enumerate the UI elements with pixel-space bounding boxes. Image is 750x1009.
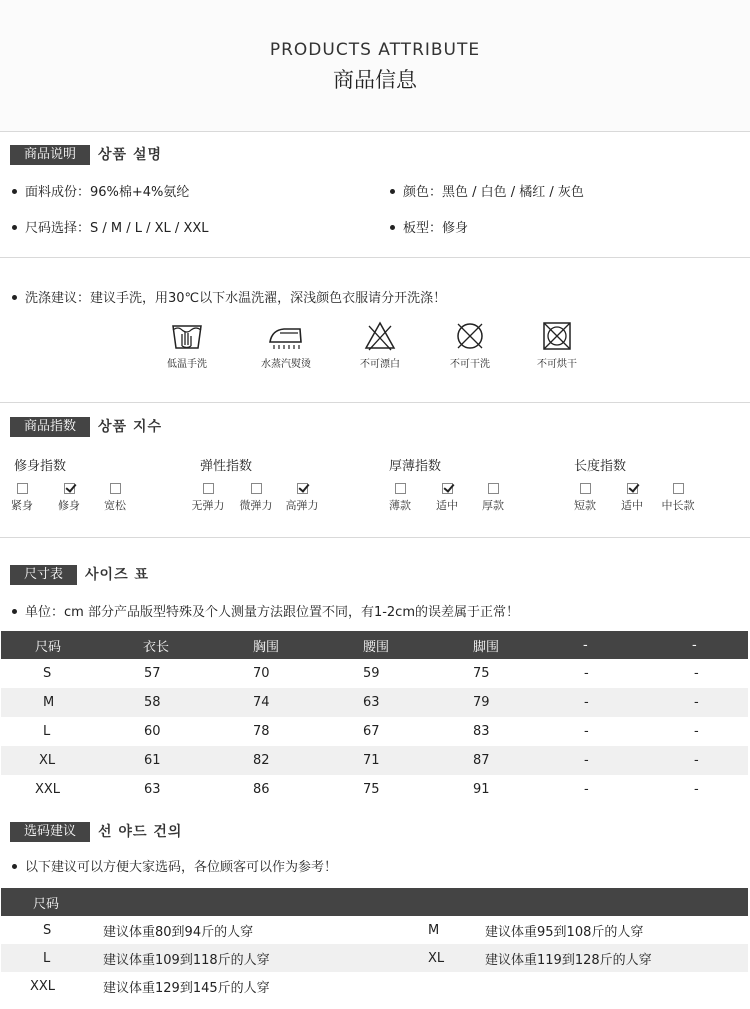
table-cell: XXL: [1, 775, 111, 804]
size-note: 单位：cm 部分产品版型特殊及个人测量方法跟位置不同，有1-2cm的误差属于正常！: [12, 601, 519, 620]
column-header: 尺码: [1, 888, 748, 916]
checkbox-checked: [64, 483, 75, 494]
care-label: 不可烘干: [537, 359, 577, 370]
table-cell: 建议体重109到118斤的人穿: [103, 944, 403, 972]
table-cell: -: [551, 746, 661, 775]
table-cell: 建议体重95到108斤的人穿: [485, 916, 748, 944]
index-option: [93, 483, 137, 513]
section-tag: 商品说明: [10, 145, 90, 165]
table-cell: 71: [331, 746, 441, 775]
column-header: 腰围: [331, 631, 441, 659]
care-label: 不可漂白: [360, 359, 400, 370]
table-row: [1, 916, 748, 944]
table-row: [1, 944, 748, 972]
index-option: [656, 483, 700, 513]
recommend-note: 以下建议可以方便大家选码，各位顾客可以作为参考！: [12, 856, 337, 875]
divider: [0, 257, 750, 258]
table-cell: 83: [441, 717, 551, 746]
index-option: [378, 483, 422, 513]
section-korean-title: 상품 지수: [98, 419, 162, 435]
option-label: 宽松: [104, 499, 126, 512]
option-label: 中长款: [661, 499, 695, 512]
checkbox-checked: [442, 483, 453, 494]
option-label: 高弹力: [285, 499, 319, 512]
table-cell: L: [1, 717, 111, 746]
table-cell: 75: [331, 775, 441, 804]
care-item: [340, 320, 420, 370]
wash-advice: 洗涤建议：建议手洗，用30℃以下水温洗濯，深浅颜色衣服请分开洗涤！: [12, 287, 446, 306]
table-cell: -: [661, 717, 748, 746]
no-bleach-icon: [363, 320, 397, 352]
table-row: [1, 746, 748, 775]
table-cell: 61: [111, 746, 221, 775]
table-header-row: [1, 631, 748, 659]
table-cell: 63: [111, 775, 221, 804]
divider: [0, 131, 750, 132]
index-option: [425, 483, 469, 513]
section-title-size: [10, 565, 149, 585]
table-row: [1, 972, 748, 1000]
option-label: 厚款: [482, 499, 504, 512]
table-cell: 建议体重80到94斤的人穿: [103, 916, 403, 944]
checkbox-unchecked: [673, 483, 684, 494]
table-cell: 67: [331, 717, 441, 746]
table-cell: 57: [111, 659, 221, 688]
checkbox-unchecked: [251, 483, 262, 494]
option-label: 修身: [58, 499, 80, 512]
table-cell: XL: [403, 944, 485, 972]
table-cell: -: [661, 775, 748, 804]
table-cell: 建议体重129到145斤的人穿: [103, 972, 403, 1000]
care-item: [147, 320, 227, 370]
option-label: 紧身: [11, 499, 33, 512]
index-option: [0, 483, 44, 513]
index-option: [610, 483, 654, 513]
column-header: 尺码: [1, 631, 111, 659]
title-chinese: 商品信息: [333, 68, 417, 92]
color-info: 颜色：黑色 / 白色 / 橘红 / 灰色: [390, 181, 584, 200]
section-tag: 商品指数: [10, 417, 90, 437]
section-title-recommend: [10, 822, 182, 842]
checkbox-unchecked: [580, 483, 591, 494]
table-cell: 82: [221, 746, 331, 775]
index-title-elasticity: 弹性指数: [200, 459, 253, 474]
section-tag: 尺寸表: [10, 565, 77, 585]
column-header: 脚围: [441, 631, 551, 659]
care-item: [517, 320, 597, 370]
section-korean-title: 선 야드 건의: [98, 824, 183, 840]
column-header: 衣长: [111, 631, 221, 659]
index-option: [280, 483, 324, 513]
fit-info: 板型：修身: [390, 217, 468, 236]
index-title-length: 长度指数: [574, 459, 627, 474]
no-dry-clean-icon: [453, 320, 487, 352]
steam-iron-icon: [266, 320, 306, 352]
table-cell: 63: [331, 688, 441, 717]
table-cell: 79: [441, 688, 551, 717]
table-cell: 87: [441, 746, 551, 775]
size-info: 尺码选择：S / M / L / XL / XXL: [12, 217, 209, 236]
table-header-row: [1, 888, 748, 916]
table-cell: 60: [111, 717, 221, 746]
no-tumble-dry-icon: [540, 320, 574, 352]
section-tag: 选码建议: [10, 822, 90, 842]
title-english: PRODUCTS ATTRIBUTE: [269, 40, 481, 60]
section-title-description: [10, 145, 162, 165]
table-row: [1, 775, 748, 804]
index-title-fit: 修身指数: [14, 459, 67, 474]
option-label: 适中: [621, 499, 643, 512]
column-header: -: [661, 631, 748, 659]
table-cell: -: [661, 746, 748, 775]
option-label: 微弹力: [239, 499, 273, 512]
table-cell: [485, 972, 748, 1000]
care-label: 低温手洗: [167, 359, 207, 370]
divider: [0, 402, 750, 403]
table-cell: -: [661, 659, 748, 688]
table-cell: -: [551, 775, 661, 804]
table-cell: L: [1, 944, 103, 972]
care-label: 不可干洗: [450, 359, 490, 370]
table-cell: XL: [1, 746, 111, 775]
care-item: [246, 320, 326, 370]
table-row: [1, 717, 748, 746]
checkbox-unchecked: [395, 483, 406, 494]
index-option: [471, 483, 515, 513]
table-row: [1, 659, 748, 688]
table-cell: 58: [111, 688, 221, 717]
section-korean-title: 상품 설명: [98, 147, 162, 163]
checkbox-unchecked: [110, 483, 121, 494]
table-cell: 78: [221, 717, 331, 746]
table-cell: 91: [441, 775, 551, 804]
page-header: [0, 0, 750, 132]
table-cell: -: [661, 688, 748, 717]
table-cell: S: [1, 659, 111, 688]
hand-wash-icon: [170, 320, 204, 352]
table-cell: 70: [221, 659, 331, 688]
table-cell: M: [403, 916, 485, 944]
care-label: 水蒸汽熨烫: [261, 359, 311, 370]
checkbox-unchecked: [203, 483, 214, 494]
checkbox-unchecked: [17, 483, 28, 494]
table-cell: [403, 972, 485, 1000]
table-cell: 74: [221, 688, 331, 717]
option-label: 无弹力: [191, 499, 225, 512]
table-cell: XXL: [1, 972, 103, 1000]
fabric-info: 面料成份：96%棉+4%氨纶: [12, 181, 189, 200]
table-cell: S: [1, 916, 103, 944]
table-cell: -: [551, 717, 661, 746]
checkbox-checked: [297, 483, 308, 494]
index-title-thickness: 厚薄指数: [389, 459, 442, 474]
column-header: -: [551, 631, 661, 659]
checkbox-unchecked: [488, 483, 499, 494]
section-title-index: [10, 417, 162, 437]
table-cell: 建议体重119到128斤的人穿: [485, 944, 748, 972]
index-option: [186, 483, 230, 513]
size-table: [1, 631, 748, 804]
checkbox-checked: [627, 483, 638, 494]
recommend-table: [1, 888, 748, 1000]
table-cell: 75: [441, 659, 551, 688]
table-cell: 59: [331, 659, 441, 688]
care-item: [430, 320, 510, 370]
index-option: [47, 483, 91, 513]
index-option: [563, 483, 607, 513]
divider: [0, 537, 750, 538]
table-cell: 86: [221, 775, 331, 804]
option-label: 适中: [436, 499, 458, 512]
column-header: 胸围: [221, 631, 331, 659]
table-cell: -: [551, 659, 661, 688]
index-option: [234, 483, 278, 513]
option-label: 短款: [574, 499, 596, 512]
option-label: 薄款: [389, 499, 411, 512]
table-cell: -: [551, 688, 661, 717]
table-cell: M: [1, 688, 111, 717]
table-row: [1, 688, 748, 717]
section-korean-title: 사이즈 표: [85, 567, 149, 583]
